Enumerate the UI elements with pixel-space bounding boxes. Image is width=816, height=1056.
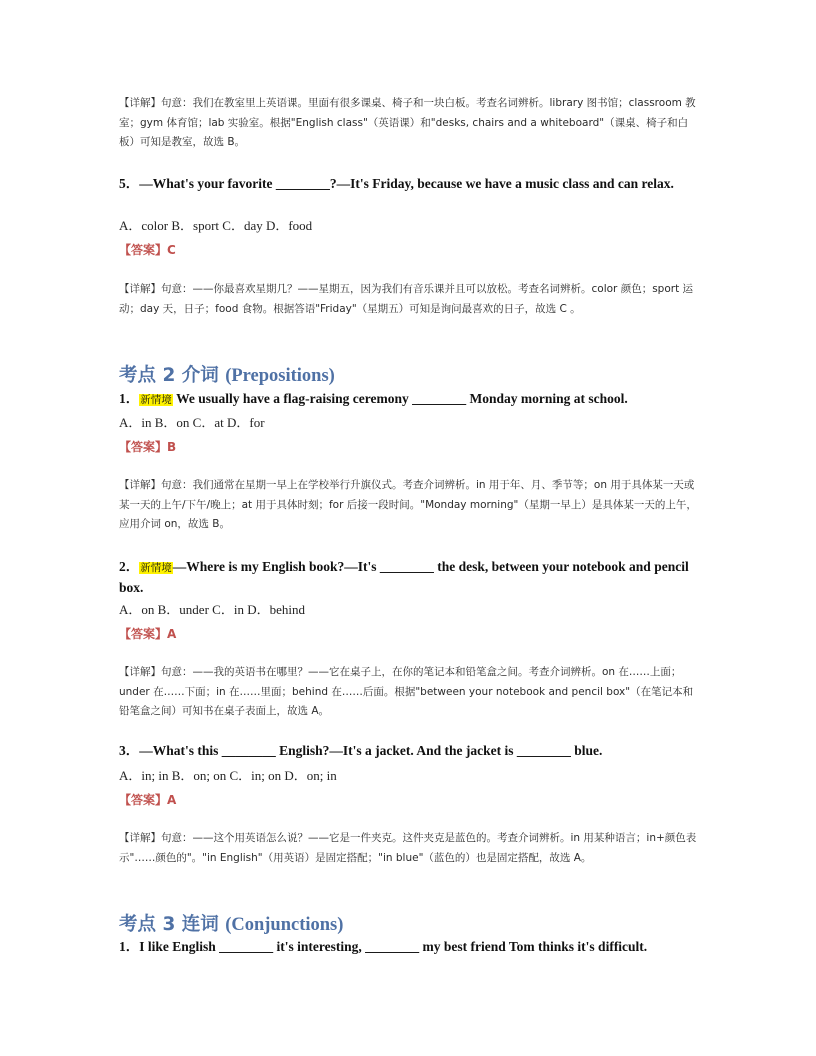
section-heading-cn: 考点 3 连词 <box>119 914 226 935</box>
prep-options-2: A．on B．under C．in D．behind <box>119 602 305 617</box>
question-text: —Where is my English book?—It's ________ the desk, between your notebook and pencil box. <box>119 559 689 595</box>
prep-question-1 <box>119 389 697 410</box>
section-heading-conjunctions <box>119 913 697 937</box>
prep-answer-2: 【答案】A <box>119 627 177 641</box>
options-q5: A．color B．sport C．day D．food <box>119 218 313 233</box>
explanation-q4: 【详解】句意：我们在教室里上英语课。里面有很多课桌、椅子和一块白板。考查名词辨析。library 图书馆；classroom 教室；gym 体育馆；lab 实验室。根据"English class"（英语课）和"desks, chairs and a whiteboard"（课桌、椅子和白板）可知是教室，故选 B。 <box>119 97 696 148</box>
explanation-q5: 【详解】句意：——你最喜欢星期几？——星期五，因为我们有音乐课并且可以放松。考查名词辨析。color 颜色；sport 运动；day 天，日子；food 食物。根据答语"Friday"（星期五）可知是询问最喜欢的日子，故选 C 。 <box>119 283 694 315</box>
section-heading-en: (Conjunctions) <box>225 915 344 935</box>
new-context-tag: 新情境 <box>140 562 172 574</box>
question-number: 2． <box>119 559 140 574</box>
prep-options-1: A．in B．on C．at D．for <box>119 415 265 430</box>
prep-answer-3: 【答案】A <box>119 793 177 807</box>
section-heading-cn: 考点 2 介词 <box>119 365 226 386</box>
question-5: 5．—What's your favorite ________?—It's Friday, because we have a music class and can relax. <box>119 176 674 191</box>
prep-options-3: A．in; in B．on; on C．in; on D．on; in <box>119 768 337 783</box>
section-heading-prepositions <box>119 364 697 388</box>
question-text: We usually have a flag-raising ceremony ________ Monday morning at school. <box>172 391 628 406</box>
prep-explanation-1: 【详解】句意：我们通常在星期一早上在学校举行升旗仪式。考查介词辨析。in 用于年、月、季节等；on 用于具体某一天或某一天的上午/下午/晚上；at 用于具体时刻；for 后接一段时间。"Monday morning"（星期一早上）是具体某一天的上午，应用介词 on，故选 B。 <box>119 479 697 530</box>
section-heading-en: (Prepositions) <box>225 366 335 386</box>
prep-explanation-3: 【详解】句意：——这个用英语怎么说？——它是一件夹克。这件夹克是蓝色的。考查介词辨析。in 用某种语言；in+颜色表示"……颜色的"。"in English"（用英语）是固定搭配；"in blue"（蓝色的）也是固定搭配，故选 A。 <box>119 832 697 864</box>
conj-question-1: 1．I like English ________ it's interesting, ________ my best friend Tom thinks it's difficult. <box>119 939 648 954</box>
question-number: 1． <box>119 391 140 406</box>
prep-question-2 <box>119 557 697 598</box>
prep-explanation-2: 【详解】句意：——我的英语书在哪里？——它在桌子上，在你的笔记本和铅笔盒之间。考查介词辨析。on 在……上面；under 在……下面；in 在……里面；behind 在……后面。根据"between your notebook and pencil box"（在笔记本和铅笔盒之间）可知书在桌子表面上，故选 A。 <box>119 666 694 717</box>
new-context-tag: 新情境 <box>140 394 172 406</box>
answer-q5: 【答案】C <box>119 243 176 257</box>
prep-answer-1: 【答案】B <box>119 440 177 454</box>
prep-question-3: 3．—What's this ________ English?—It's a jacket. And the jacket is ________ blue. <box>119 743 603 758</box>
